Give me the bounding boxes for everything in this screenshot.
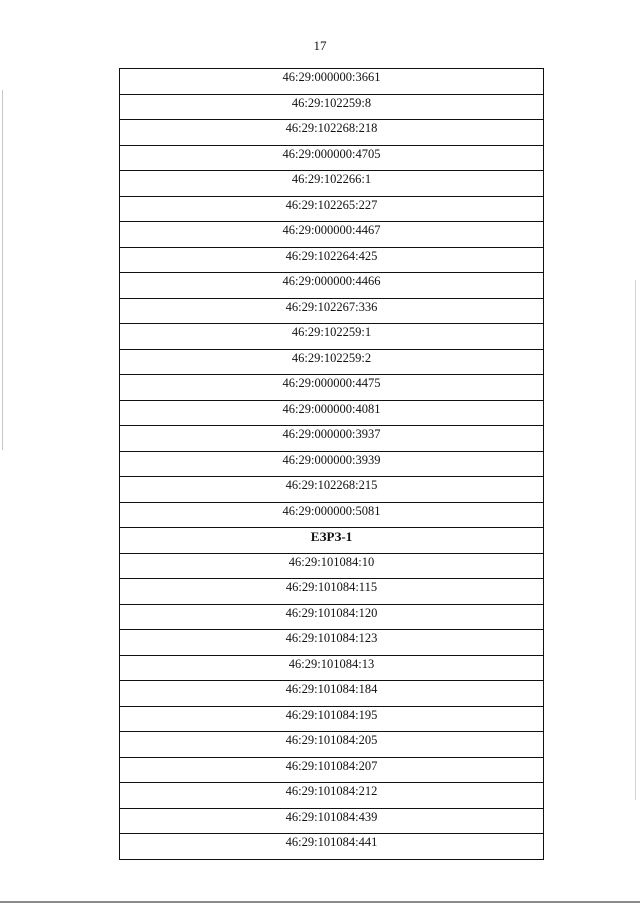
table-row [120, 69, 544, 95]
table-row [120, 94, 544, 120]
cadastral-number-cell: 46:29:000000:3937 [120, 426, 544, 452]
table-row [120, 451, 544, 477]
table-row [120, 400, 544, 426]
cadastral-number-cell: 46:29:000000:4705 [120, 145, 544, 171]
section-header-row [120, 528, 544, 554]
cadastral-number-cell: 46:29:102265:227 [120, 196, 544, 222]
table-row [120, 553, 544, 579]
table-row [120, 783, 544, 809]
table-row [120, 732, 544, 758]
table-row [120, 808, 544, 834]
scan-artifact-right-edge [635, 280, 636, 800]
table-row [120, 298, 544, 324]
cadastral-number-cell: 46:29:102268:215 [120, 477, 544, 503]
table-row [120, 222, 544, 248]
cadastral-number-cell: 46:29:000000:3939 [120, 451, 544, 477]
cadastral-number-cell: 46:29:101084:441 [120, 834, 544, 860]
page-number: 17 [313, 38, 327, 53]
cadastral-number-cell: 46:29:102259:2 [120, 349, 544, 375]
table-row [120, 604, 544, 630]
table-row [120, 502, 544, 528]
scan-artifact-left-edge [2, 90, 3, 450]
cadastral-number-cell: 46:29:101084:195 [120, 706, 544, 732]
cadastral-number-cell: 46:29:000000:3661 [120, 69, 544, 95]
table-row [120, 196, 544, 222]
table-row [120, 757, 544, 783]
cadastral-number-cell: 46:29:000000:5081 [120, 502, 544, 528]
cadastral-number-cell: 46:29:101084:207 [120, 757, 544, 783]
table-row [120, 579, 544, 605]
table-row [120, 706, 544, 732]
cadastral-number-cell: 46:29:101084:184 [120, 681, 544, 707]
cadastral-number-cell: 46:29:000000:4081 [120, 400, 544, 426]
cadastral-number-cell: 46:29:000000:4466 [120, 273, 544, 299]
table-row [120, 324, 544, 350]
table-row [120, 145, 544, 171]
table-body [120, 69, 544, 860]
cadastral-number-cell: 46:29:101084:205 [120, 732, 544, 758]
cadastral-number-cell: 46:29:102264:425 [120, 247, 544, 273]
cadastral-number-cell: 46:29:102267:336 [120, 298, 544, 324]
cadastral-number-cell: 46:29:102266:1 [120, 171, 544, 197]
cadastral-number-cell: 46:29:000000:4475 [120, 375, 544, 401]
cadastral-number-cell: 46:29:101084:10 [120, 553, 544, 579]
table-row [120, 349, 544, 375]
cadastral-number-cell: 46:29:101084:115 [120, 579, 544, 605]
cadastral-number-cell: 46:29:101084:13 [120, 655, 544, 681]
table-row [120, 834, 544, 860]
cadastral-number-cell: 46:29:000000:4467 [120, 222, 544, 248]
cadastral-number-cell: 46:29:102259:8 [120, 94, 544, 120]
table-row [120, 477, 544, 503]
table-row [120, 375, 544, 401]
cadastral-number-cell: 46:29:101084:120 [120, 604, 544, 630]
section-label: ЕЗРЗ-1 [120, 528, 544, 554]
cadastral-number-cell: 46:29:102268:218 [120, 120, 544, 146]
cadastral-number-table [119, 68, 544, 860]
table-row [120, 630, 544, 656]
table-row [120, 681, 544, 707]
table-row [120, 426, 544, 452]
cadastral-number-cell: 46:29:101084:212 [120, 783, 544, 809]
table-row [120, 655, 544, 681]
table-row [120, 171, 544, 197]
table-row [120, 247, 544, 273]
scan-artifact-bottom-edge [0, 901, 640, 903]
cadastral-number-cell: 46:29:101084:439 [120, 808, 544, 834]
cadastral-number-cell: 46:29:101084:123 [120, 630, 544, 656]
table-row [120, 273, 544, 299]
table-row [120, 120, 544, 146]
cadastral-number-cell: 46:29:102259:1 [120, 324, 544, 350]
